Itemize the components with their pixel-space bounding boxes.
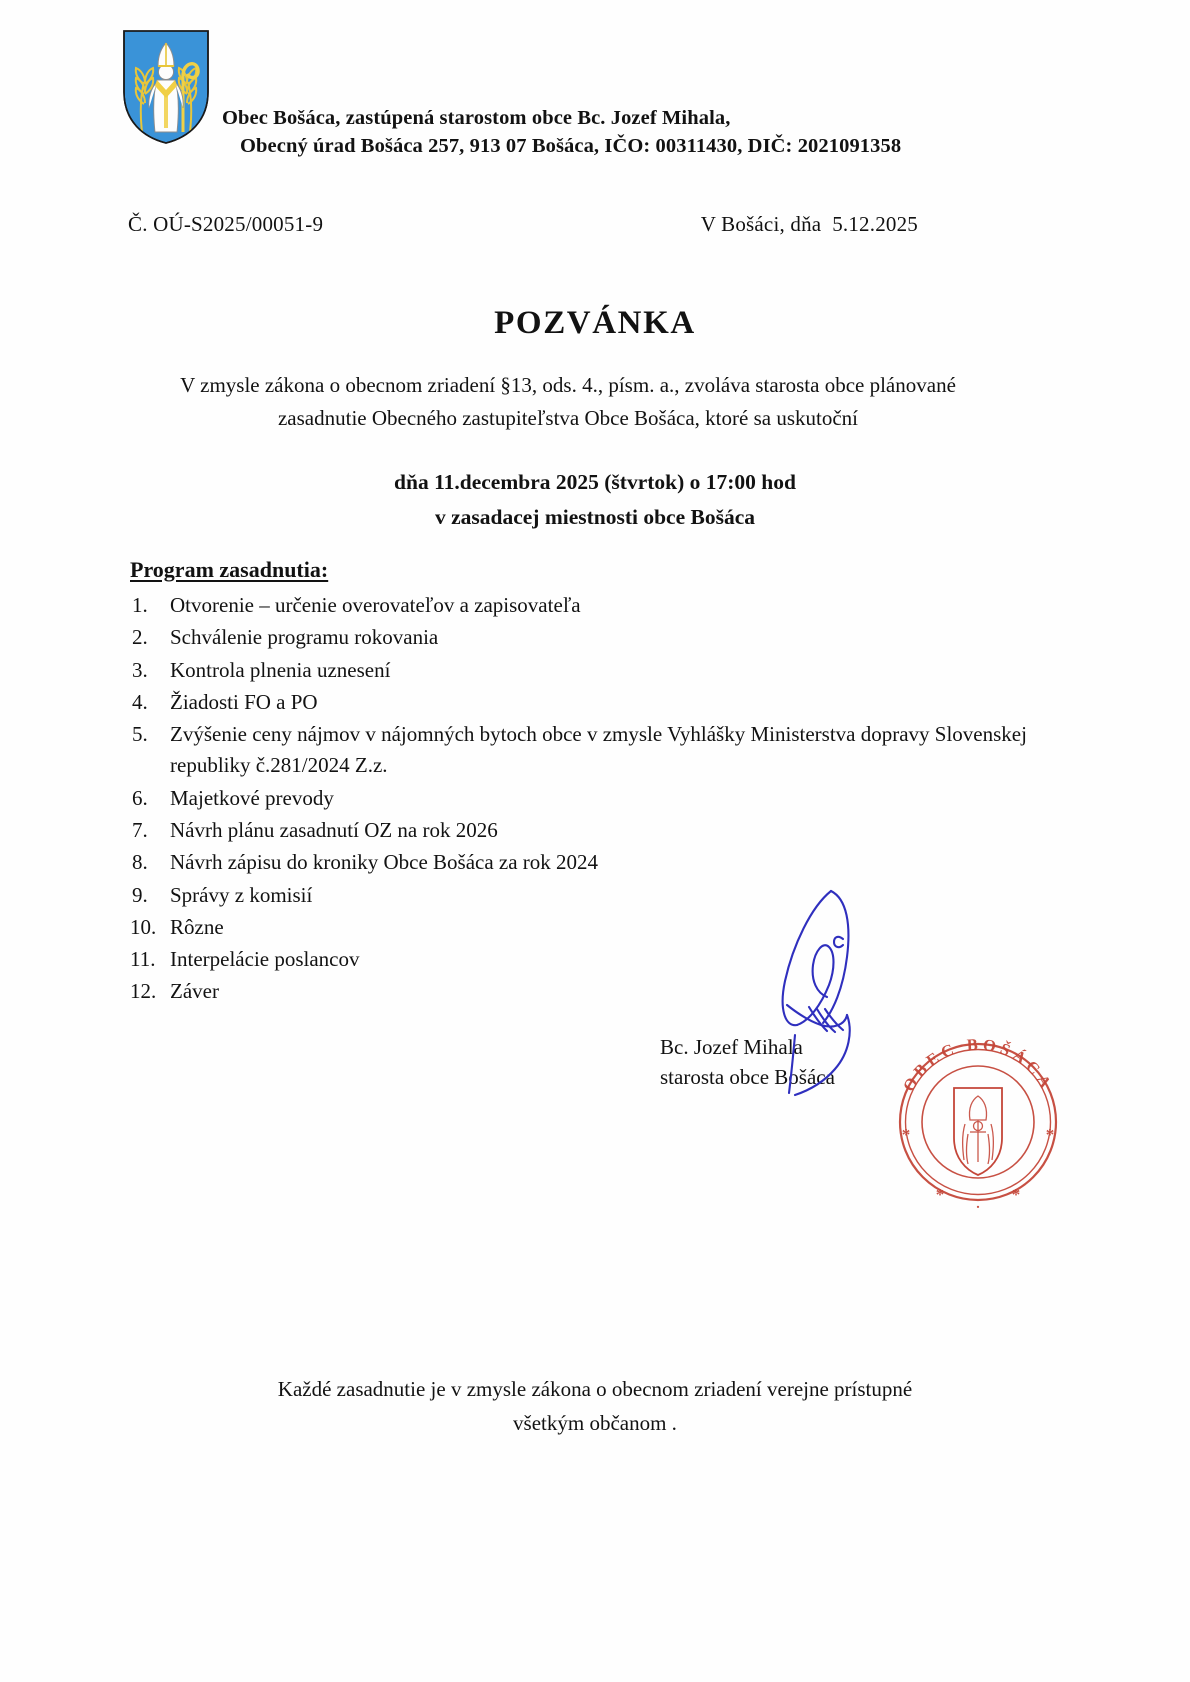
agenda-item-text: Záver <box>170 979 219 1004</box>
agenda-item-number: 3. <box>132 657 148 682</box>
agenda-item-number: 11. <box>130 947 156 972</box>
agenda-item-text: Kontrola plnenia uznesení <box>170 657 391 682</box>
official-round-stamp <box>878 1022 1078 1222</box>
agenda-item <box>130 719 1030 782</box>
agenda-item <box>130 687 1030 718</box>
footer-line-2: všetkým občanom . <box>513 1411 677 1436</box>
meeting-location: v zasadacej miestnosti obce Bošáca <box>434 504 756 529</box>
intro-line-2: zasadnutie Obecného zastupiteľstva Obce Bošáca, ktoré sa uskutoční <box>277 406 858 431</box>
organization-line-1: Obec Bošáca, zastúpená starostom obce Bc. Jozef Mihala, <box>222 107 731 129</box>
meeting-datetime: dňa 11.decembra 2025 (štvrtok) o 17:00 hod <box>394 470 796 494</box>
agenda-item <box>130 815 1030 846</box>
agenda-item-number: 6. <box>132 785 148 810</box>
agenda-item-number: 2. <box>132 625 148 650</box>
agenda-item <box>130 622 1030 653</box>
agenda-item-number: 9. <box>132 882 148 907</box>
agenda-item-text: Majetkové prevody <box>170 785 334 810</box>
agenda-item-text: Správy z komisií <box>170 882 313 907</box>
intro-line-1: V zmysle zákona o obecnom zriadení §13, ods. 4., písm. a., zvoláva starosta obce plánované <box>180 373 956 397</box>
footer-line-1: Každé zasadnutie je v zmysle zákona o obecnom zriadení verejne prístupné <box>277 1377 913 1401</box>
agenda-item-text: Návrh zápisu do kroniky Obce Bošáca za rok 2024 <box>170 850 599 875</box>
agenda-item <box>130 976 1030 1007</box>
agenda-item-text: Schválenie programu rokovania <box>170 625 439 650</box>
agenda-item-text: Rôzne <box>170 914 224 939</box>
signature-block <box>660 1032 835 1093</box>
meeting-details <box>0 465 1190 535</box>
agenda-item-number: 12. <box>130 979 157 1004</box>
signatory-name: Bc. Jozef Mihala <box>660 1035 803 1059</box>
agenda-item-text: Interpelácie poslancov <box>170 947 360 972</box>
agenda-item-number: 8. <box>132 850 148 875</box>
svg-text:*: * <box>935 1185 945 1204</box>
agenda-item-number: 7. <box>132 817 148 842</box>
coat-of-arms-icon <box>120 28 212 146</box>
signatory-role: starosta obce Bošáca <box>660 1065 835 1090</box>
agenda-list <box>130 590 1030 1009</box>
agenda-item <box>130 944 1030 975</box>
agenda-item <box>130 783 1030 814</box>
agenda-item-text: Otvorenie – určenie overovateľov a zapisovateľa <box>170 593 581 617</box>
place-and-date: V Bošáci, dňa 5.12.2025 <box>700 212 918 236</box>
intro-paragraph <box>128 369 1008 435</box>
reference-number: Č. OÚ-S2025/00051-9 <box>128 212 324 236</box>
agenda-item-number: 10. <box>130 914 157 939</box>
agenda-item <box>130 847 1030 878</box>
svg-text:.: . <box>976 1197 980 1212</box>
page-title: POZVÁNKA <box>494 305 696 341</box>
svg-text:*: * <box>901 1125 911 1144</box>
agenda-item <box>130 912 1030 943</box>
agenda-item <box>130 655 1030 686</box>
agenda-item-text: Zvýšenie ceny nájmov v nájomných bytoch obce v zmysle Vyhlášky Ministerstva dopravy Slovenskej republiky č.281/2024 Z.z. <box>170 722 1027 778</box>
agenda-item-text: Návrh plánu zasadnutí OZ na rok 2026 <box>170 817 498 842</box>
svg-text:OBEC BOŠÁCA <box>899 1035 1057 1095</box>
agenda-item-number: 5. <box>132 722 148 747</box>
agenda-item <box>130 880 1030 911</box>
reference-row <box>128 212 1068 237</box>
footer-note <box>0 1372 1190 1440</box>
organization-line-2: Obecný úrad Bošáca 257, 913 07 Bošáca, IČO: 00311430, DIČ: 2021091358 <box>240 135 902 158</box>
stamp-arc-text: OBEC BOŠÁCA <box>898 1034 1058 1095</box>
organization-details <box>222 104 901 161</box>
agenda-item-number: 1. <box>132 593 148 617</box>
svg-text:*: * <box>1011 1185 1021 1204</box>
agenda-item-text: Žiadosti FO a PO <box>170 689 318 714</box>
agenda-heading: Program zasadnutia: <box>130 557 329 582</box>
svg-text:*: * <box>1045 1125 1055 1144</box>
agenda-item-number: 4. <box>132 689 148 714</box>
document-header <box>0 28 1190 161</box>
agenda-item <box>130 590 1030 621</box>
